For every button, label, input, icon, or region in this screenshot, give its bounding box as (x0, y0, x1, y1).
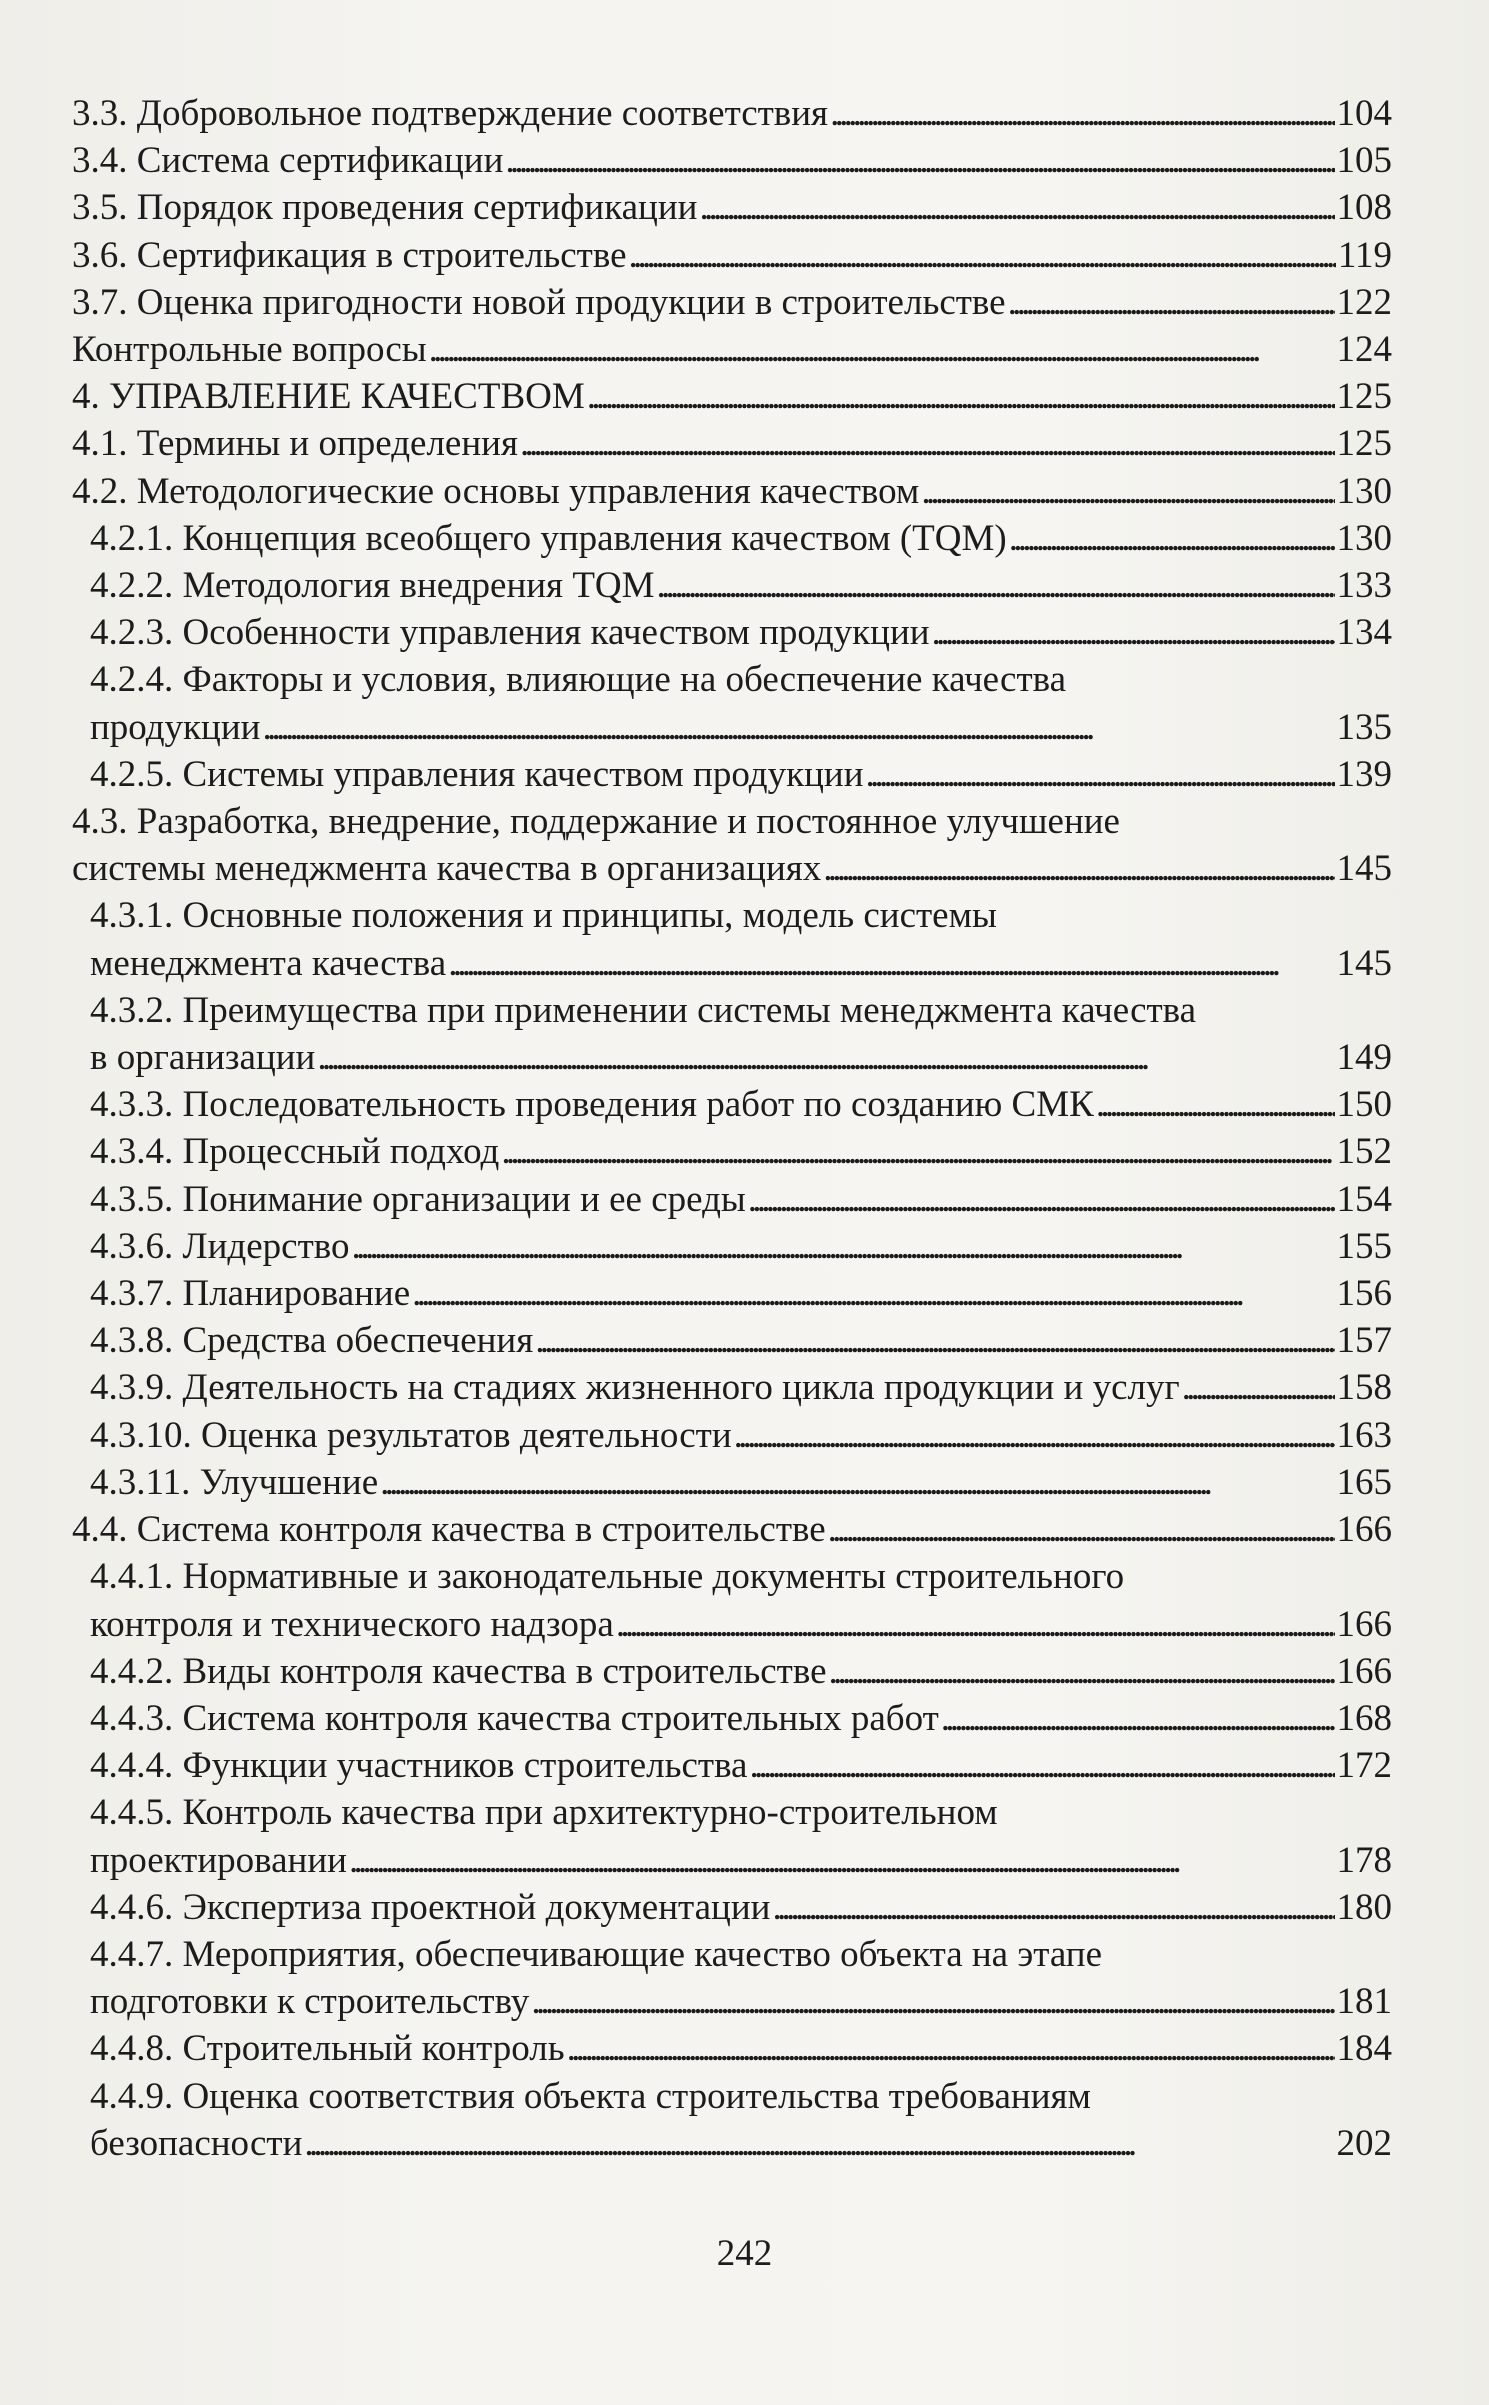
toc-entry-title: 3.5. Порядок проведения сертификации (72, 187, 698, 229)
toc-entry-page: 125 (1336, 376, 1392, 418)
toc-entry-title: 4.2. Методологические основы управления качеством (72, 470, 920, 512)
toc-dot-leader (829, 1648, 1335, 1695)
toc-dot-leader (520, 420, 1335, 467)
toc-entry-line (72, 279, 1392, 326)
toc-dot-leader (1096, 1081, 1335, 1128)
toc-entry-line (90, 1270, 1392, 1317)
toc-dot-leader (262, 704, 1334, 751)
toc-entry-page: 124 (1336, 329, 1392, 371)
toc-entry-page: 130 (1336, 470, 1392, 512)
toc-entry (72, 373, 1392, 420)
toc-entry-title: 4.4.2. Виды контроля качества в строительстве (90, 1650, 827, 1692)
toc-entry-page: 166 (1336, 1509, 1392, 1551)
toc-entry (72, 326, 1392, 373)
toc-entry-line (90, 1317, 1392, 1364)
toc-entry-page: 202 (1336, 2122, 1392, 2164)
toc-entry-title: 4.3.5. Понимание организации и ее среды (90, 1178, 746, 1220)
toc-dot-leader (501, 1128, 1334, 1175)
toc-dot-leader (448, 940, 1334, 987)
toc-entry-line (90, 1884, 1392, 1931)
toc-entry-lead-text: 4.4.9. Оценка соответствия объекта строительства требованиям (90, 2075, 1091, 2117)
toc-dot-leader (587, 373, 1335, 420)
toc-entry (72, 420, 1392, 467)
toc-entry-line (72, 845, 1392, 892)
toc-entry-page: 165 (1336, 1461, 1392, 1503)
toc-entry (72, 2025, 1392, 2072)
toc-dot-leader (629, 232, 1336, 279)
toc-entry (72, 1506, 1392, 1553)
toc-entry-lead-text: 4.2.4. Факторы и условия, влияющие на обеспечение качества (90, 659, 1067, 701)
toc-dot-leader (304, 2120, 1334, 2167)
toc-entry-title: 4.4. Система контроля качества в строительстве (72, 1509, 826, 1551)
toc-entry-title: 4.4.4. Функции участников строительства (90, 1745, 748, 1787)
toc-entry-line (90, 1176, 1392, 1223)
table-of-contents (72, 90, 1392, 2167)
toc-entry-lead-text: 4.4.1. Нормативные и законодательные документы строительного (90, 1556, 1125, 1598)
toc-entry-page: 180 (1336, 1886, 1392, 1928)
toc-entry-title: Контрольные вопросы (72, 329, 427, 371)
toc-entry (72, 1742, 1392, 1789)
toc-entry-line (90, 751, 1392, 798)
toc-dot-leader (823, 845, 1334, 892)
toc-entry-line (72, 373, 1392, 420)
toc-entry-line (90, 2025, 1392, 2072)
toc-entry-page: 152 (1336, 1131, 1392, 1173)
toc-entry-page: 125 (1336, 423, 1392, 465)
toc-entry (72, 90, 1392, 137)
toc-entry (72, 1176, 1392, 1223)
toc-entry-line (90, 1601, 1392, 1648)
toc-entry-line (90, 1742, 1392, 1789)
toc-dot-leader (412, 1270, 1334, 1317)
toc-dot-leader (1008, 279, 1335, 326)
toc-dot-leader (932, 609, 1335, 656)
toc-entry-line (72, 232, 1392, 279)
toc-entry-page: 139 (1336, 753, 1392, 795)
toc-entry-page: 108 (1336, 187, 1392, 229)
toc-entry-title: 4.4.3. Система контроля качества строительных работ (90, 1697, 939, 1739)
toc-entry-lead-text: 4.4.7. Мероприятия, обеспечивающие качество объекта на этапе (90, 1933, 1103, 1975)
toc-entry-line (90, 1128, 1392, 1175)
toc-entry (72, 1931, 1392, 2025)
toc-dot-leader (616, 1601, 1335, 1648)
toc-entry-page: 149 (1336, 1037, 1392, 1079)
toc-entry (72, 515, 1392, 562)
toc-entry (72, 1081, 1392, 1128)
toc-entry-page: 104 (1336, 93, 1392, 134)
toc-entry-line (90, 562, 1392, 609)
toc-entry-title: 4.3.8. Средства обеспечения (90, 1320, 534, 1362)
toc-entry-page: 157 (1336, 1320, 1392, 1362)
toc-entry-title: 4.2.3. Особенности управления качеством продукции (90, 612, 930, 654)
toc-entry (72, 232, 1392, 279)
toc-entry-line (90, 1978, 1392, 2025)
toc-dot-leader (734, 1412, 1335, 1459)
toc-entry-title: 4.2.2. Методология внедрения TQM (90, 565, 655, 607)
toc-dot-leader (349, 1837, 1335, 1884)
toc-entry-title: 4.3.9. Деятельность на стадиях жизненного цикла продукции и услуг (90, 1367, 1180, 1409)
toc-entry-line (90, 1459, 1392, 1506)
toc-entry-lead-text: 4.4.5. Контроль качества при архитектурно-строительном (90, 1792, 998, 1834)
toc-entry-line (90, 609, 1392, 656)
toc-entry-page: 122 (1336, 281, 1392, 323)
toc-dot-leader (380, 1459, 1334, 1506)
toc-entry-line (72, 184, 1392, 231)
toc-entry-line (72, 1506, 1392, 1553)
toc-dot-leader (830, 90, 1334, 137)
toc-entry-page: 119 (1337, 234, 1392, 276)
toc-entry (72, 656, 1392, 750)
toc-entry-lead-text: 4.3.2. Преимущества при применении системы менеджмента качества (90, 989, 1197, 1031)
toc-entry (72, 279, 1392, 326)
toc-entry-page: 130 (1336, 517, 1392, 559)
page-number: 242 (716, 2233, 773, 2274)
toc-entry (72, 1553, 1392, 1647)
toc-entry (72, 1317, 1392, 1364)
toc-entry-line (90, 1081, 1392, 1128)
toc-entry (72, 1789, 1392, 1883)
toc-entry-title: 4.4.6. Экспертиза проектной документации (90, 1886, 771, 1928)
toc-entry (72, 1128, 1392, 1175)
toc-entry-title: 4.3.10. Оценка результатов деятельности (90, 1414, 732, 1456)
toc-entry-title: подготовки к строительству (90, 1981, 530, 2023)
toc-entry-page: 181 (1336, 1981, 1392, 2023)
toc-entry-line (90, 940, 1392, 987)
toc-dot-leader (531, 1978, 1334, 2025)
toc-dot-leader (772, 1884, 1334, 1931)
toc-entry-line (90, 2120, 1392, 2167)
toc-entry-page: 145 (1336, 942, 1392, 984)
toc-entry (72, 1270, 1392, 1317)
toc-entry-title: 4.4.8. Строительный контроль (90, 2028, 565, 2070)
toc-entry (72, 1884, 1392, 1931)
toc-dot-leader (429, 326, 1335, 373)
toc-entry-title: контроля и технического надзора (90, 1603, 614, 1645)
toc-entry-lead-text: 4.3. Разработка, внедрение, поддержание и постоянное улучшение (72, 801, 1120, 843)
toc-entry-title: проектировании (90, 1839, 347, 1881)
toc-entry-title: 3.7. Оценка пригодности новой продукции в строительстве (72, 281, 1006, 323)
toc-entry-page: 166 (1336, 1650, 1392, 1692)
toc-entry-page: 166 (1336, 1603, 1392, 1645)
toc-entry-line (90, 1223, 1392, 1270)
toc-entry-page: 135 (1336, 706, 1392, 748)
toc-entry-title: в организации (90, 1037, 316, 1079)
toc-entry-line (90, 1412, 1392, 1459)
toc-dot-leader (866, 751, 1335, 798)
toc-dot-leader (941, 1695, 1335, 1742)
toc-dot-leader (921, 468, 1334, 515)
toc-entry-page: 150 (1336, 1084, 1392, 1126)
toc-entry-line (90, 704, 1392, 751)
toc-dot-leader (1009, 515, 1335, 562)
toc-entry-title: 4.2.1. Концепция всеобщего управления качеством (TQM) (90, 517, 1007, 559)
toc-entry-line (90, 1648, 1392, 1695)
toc-dot-leader (567, 2025, 1335, 2072)
toc-entry (72, 137, 1392, 184)
toc-entry-title: 3.4. Система сертификации (72, 140, 504, 182)
toc-entry (72, 562, 1392, 609)
toc-dot-leader (657, 562, 1335, 609)
toc-entry-line (90, 515, 1392, 562)
toc-entry (72, 987, 1392, 1081)
toc-dot-leader (828, 1506, 1335, 1553)
toc-entry (72, 1695, 1392, 1742)
toc-entry (72, 1459, 1392, 1506)
toc-entry-page: 105 (1336, 140, 1392, 182)
toc-entry (72, 1412, 1392, 1459)
toc-entry-page: 172 (1336, 1745, 1392, 1787)
toc-entry-line (72, 420, 1392, 467)
toc-entry-page: 163 (1336, 1414, 1392, 1456)
toc-entry (72, 609, 1392, 656)
toc-entry (72, 751, 1392, 798)
toc-entry-title: менеджмента качества (90, 942, 447, 984)
toc-entry-page: 134 (1336, 612, 1392, 654)
toc-entry-line (90, 1695, 1392, 1742)
toc-entry-page: 155 (1336, 1225, 1392, 1267)
toc-dot-leader (317, 1034, 1334, 1081)
toc-entry-title: 4.3.11. Улучшение (90, 1461, 379, 1503)
toc-entry-page: 178 (1336, 1839, 1392, 1881)
toc-entry-page: 158 (1336, 1367, 1392, 1409)
toc-entry-title: 4.3.7. Планирование (90, 1273, 411, 1315)
toc-dot-leader (535, 1317, 1334, 1364)
toc-entry (72, 1223, 1392, 1270)
toc-entry (72, 1648, 1392, 1695)
toc-entry-title: 4.1. Термины и определения (72, 423, 518, 465)
toc-dot-leader (1182, 1364, 1335, 1411)
toc-entry (72, 468, 1392, 515)
toc-entry (72, 892, 1392, 986)
toc-entry (72, 184, 1392, 231)
toc-entry-page: 184 (1336, 2028, 1392, 2070)
toc-entry-title: 4. УПРАВЛЕНИЕ КАЧЕСТВОМ (72, 376, 585, 418)
toc-entry-lead-text: 4.3.1. Основные положения и принципы, модель системы (90, 895, 997, 937)
toc-entry-title: 4.2.5. Системы управления качеством продукции (90, 753, 864, 795)
toc-entry-page: 168 (1336, 1697, 1392, 1739)
toc-entry-title: 3.6. Сертификация в строительстве (72, 234, 627, 276)
toc-entry (72, 1364, 1392, 1411)
toc-entry-title: 4.3.3. Последовательность проведения работ по созданию СМК (90, 1084, 1094, 1126)
toc-dot-leader (749, 1742, 1334, 1789)
toc-entry-line (90, 1364, 1392, 1411)
toc-entry-line (90, 1837, 1392, 1884)
toc-dot-leader (748, 1176, 1335, 1223)
toc-entry-title: системы менеджмента качества в организациях (72, 848, 822, 890)
toc-entry-page: 133 (1336, 565, 1392, 607)
toc-entry-page: 154 (1336, 1178, 1392, 1220)
toc-entry-title: 4.3.6. Лидерство (90, 1225, 350, 1267)
toc-entry-page: 145 (1336, 848, 1392, 890)
toc-entry-line (72, 137, 1392, 184)
toc-entry-title: продукции (90, 706, 261, 748)
toc-dot-leader (351, 1223, 1334, 1270)
toc-entry-line (72, 468, 1392, 515)
toc-entry-title: 3.3. Добровольное подтверждение соответствия (72, 93, 829, 134)
toc-entry (72, 2073, 1392, 2167)
toc-entry-title: безопасности (90, 2122, 303, 2164)
toc-entry-line (90, 1034, 1392, 1081)
toc-entry (72, 798, 1392, 892)
toc-entry-title: 4.3.4. Процессный подход (90, 1131, 500, 1173)
toc-entry-line (72, 90, 1392, 137)
toc-entry-line (72, 326, 1392, 373)
toc-dot-leader (505, 137, 1334, 184)
toc-entry-page: 156 (1336, 1273, 1392, 1315)
toc-dot-leader (699, 184, 1334, 231)
